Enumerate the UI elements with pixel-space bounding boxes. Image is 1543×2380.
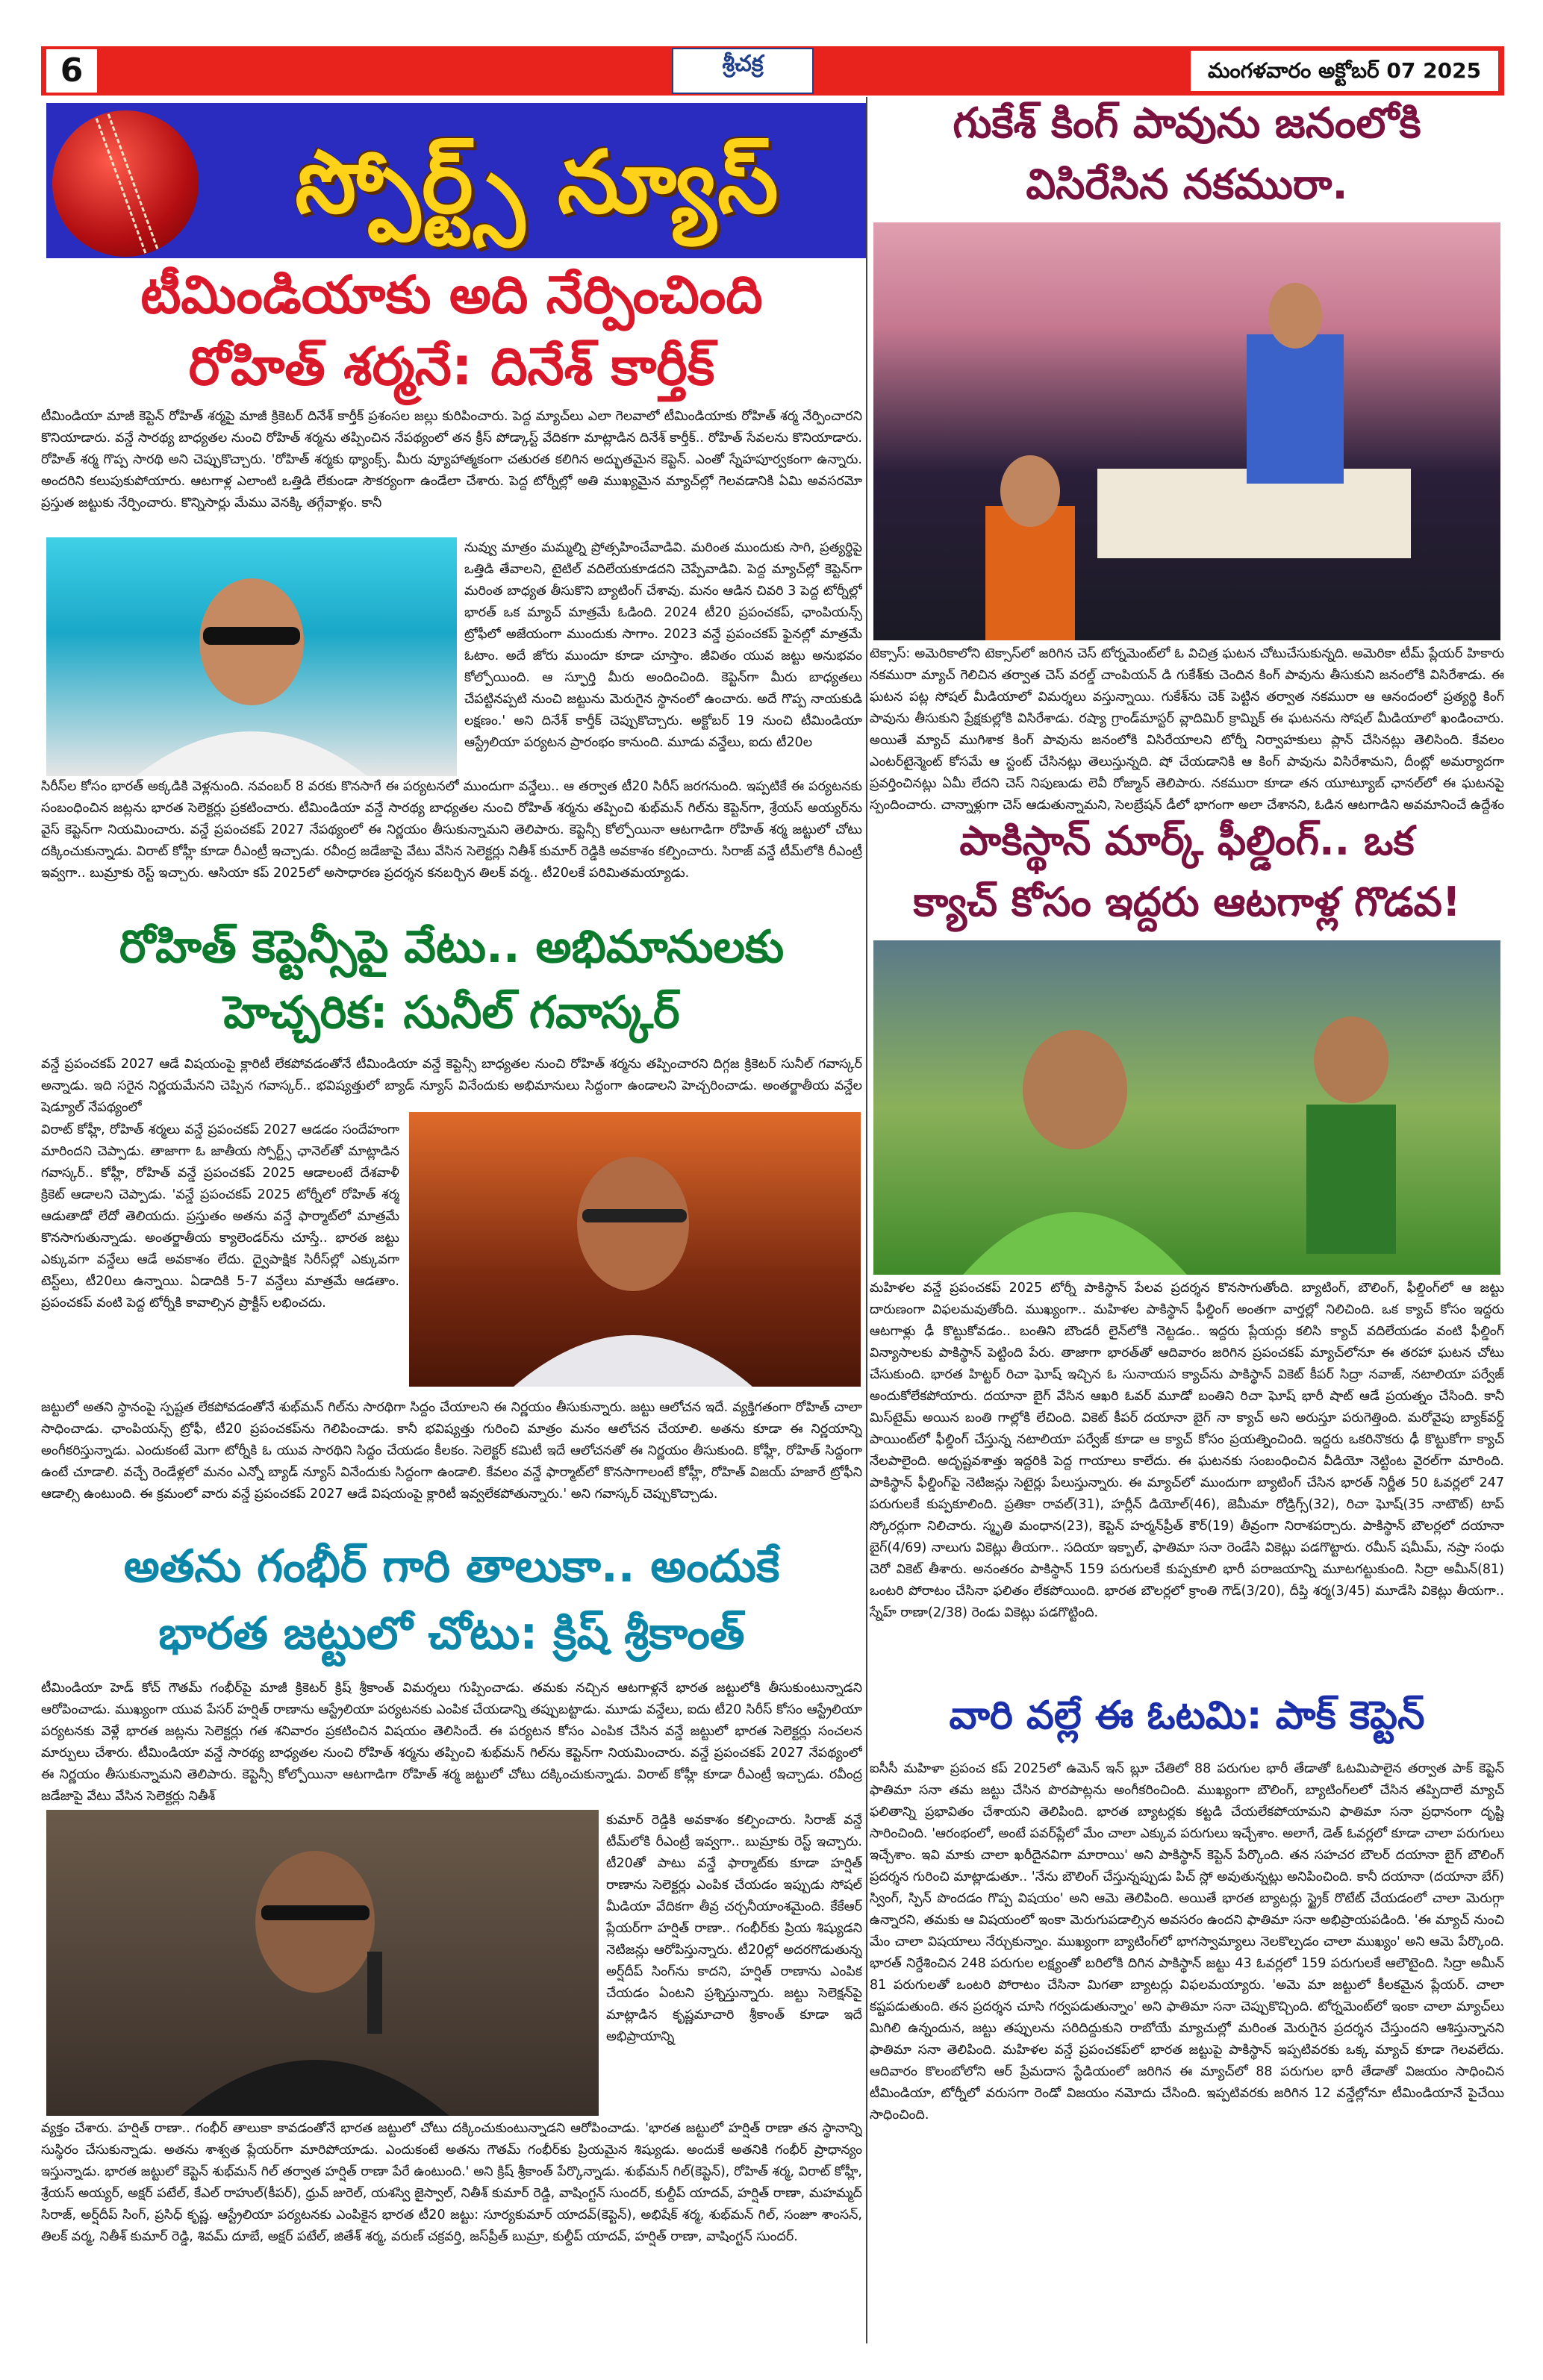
article3-body-top: టీమిండియా హెడ్ కోచ్ గౌతమ్ గంభీర్‌పై మాజీ క్రికెటర్ క్రిష్ శ్రీకాంత్ విమర్శలు గుప్పించాడు. తమకు నచ్చిన ఆటగాళ్లనే భారత జట్టులోకి తీసుకుంటున్నాడని ఆరోపించాడు. ముఖ్యంగా యువ పేసర్ హర్షిత్ రాణాను ఆస్ట్రేలియా పర్యటనకు ఎంపిక చేయడాన్ని తప్పుబట్టాడు. మూడు వన్డేలు, ఐదు టీ20 సిరీస్ కోసం ఆస్ట్రేలియా పర్యటనకు వెళ్లే భారత జట్లను సెలెక్టర్లు గత శనివారం ప్రకటించిన విషయం తెలిసిందే. ఈ పర్యటన కోసం ఎంపిక చేసిన వన్డే జట్టులో భారత సెలెక్టర్లు సంచలన మార్పులు చేశారు. టీమిండియా వన్డే సారథ్య బాధ్యతల నుంచి రోహిత్ శర్మను తప్పించి శుభ్‌మన్ గిల్‌ను కెప్టెన్‌గా నియమించారు. వన్డే ప్రపంచకప్ 2027 నేపథ్యంలో ఈ నిర్ణయం తీసుకున్నామని తెలిపారు. కెప్టెన్సీ కోల్పోయినా ఆటగాడిగా రోహిత్ శర్మ జట్టులో చోటు దక్కించుకున్నాడు. విరాట్ కోహ్లీ కూడా రీఎంట్రీ ఇచ్చాడు. రవీంద్ర జడేజాపై వేటు వేసిన సెలెక్టర్లు నితీశ్ [41, 1681, 862, 1804]
article2-body-bottom: జట్టులో అతని స్థానంపై స్పష్టత లేకపోవడంతోనే శుభ్‌మన్ గిల్‌ను సారథిగా సిద్దం చేయాలని ఈ నిర్ణయం తీసుకున్నారు. జట్టు ఆలోచన ఇదే. వ్యక్తిగతంగా రోహిత్ చాలా సాధించాడు. ఛాంపియన్స్ ట్రోఫీ, టీ20 ప్రపంచకప్‌ను గెలిపించాడు. కానీ భవిష్యత్తు గురించి మాత్రం మనం ఆలోచన చేయాలి. అతను కూడా ఈ నిర్ణయాన్ని అంగీకరిస్తున్నాడు. ఎందుకంటే మెగా టోర్నీకి ఓ యువ సారథిని సిద్దం చేయడం కీలకం. సెలెక్టర్ కమిటీ ఇదే ఆలోచనతో ఈ నిర్ణయం తీసుకుంది. కోహ్లీ, రోహిత్ సిద్దంగా ఉంటే చూడాలి. వచ్చే రెండేళ్లలో మనం ఎన్నో బ్యాడ్ న్యూస్ వినేందుకు సిద్దంగా ఉండాలి. కేవలం వన్డే ఫార్మాట్‌లో కొనసాగాలంటే కోహ్లీ, రోహిత్ విజయ్ హజారే ట్రోఫీని ఆడాల్సి ఉంటుంది. ఈ క్రమంలో వారు వన్డే ప్రపంచకప్ 2027 ఆడే విషయంపై క్లారిటీ ఇవ్వలేకపోతున్నారు.' అని గవాస్కర్ చెప్పుకొచ్చాడు. [41, 1400, 862, 1502]
article1-headline-2: రోహిత్ శర్మనే: దినేశ్ కార్తీక్ [188, 336, 715, 397]
players-icon [873, 940, 1500, 1275]
issue-date: మంగళవారం అక్టోబర్ 07 2025 [1191, 51, 1498, 91]
page-number: 6 [46, 49, 97, 93]
article5-body: మహిళల వన్డే ప్రపంచకప్ 2025 టోర్నీ పాకిస్థాన్ పేలవ ప్రదర్శన కొనసాగుతోంది. బ్యాటింగ్, బౌలింగ్, ఫీల్డింగ్‌లో ఆ జట్టు దారుణంగా విఫలమవుతోంది. ముఖ్యంగా.. మహిళల పాకిస్థాన్ ఫీల్డింగ్ అంతగా వార్తల్లో నిలిచింది. ఒక క్యాచ్ కోసం ఇద్దరు ఆటగాళ్లు ఢీ కొట్టుకోవడం.. బంతిని బౌండరీ లైన్‌లోకి నెట్టడం.. ఇద్దరు ప్లేయర్లు కలిసి క్యాచ్ వదిలేయడం వంటి ఫీల్డింగ్ విన్యాసాలకు పాకిస్థాన్ పెట్టింది పేరు. తాజాగా భారత్‌తో ఆదివారం జరిగిన ప్రపంచకప్ మ్యాచ్‌లోనూ ఈ తరహా ఘటన చోటు చేసుకుంది. భారత హిట్టర్ రిచా ఘోష్ ఇచ్చిన ఓ సునాయస క్యాచ్‌ను పాకిస్థాన్ వికెట్ కీపర్ సిద్రా నవాజ్, నటాలియా పర్వేజ్ అందుకోలేకపోయారు. దయానా బైగ్ వేసిన ఆఖరి ఓవర్ మూడో బంతిని రిచా ఘోష్ భారీ షాట్ ఆడే ప్రయత్నం చేసింది. కానీ మిస్‌టైమ్ అయిన బంతి గాల్లోకి లేచింది. వికెట్ కీపర్ దయానా బైగ్ నా క్యాచ్ అని అరుస్తూ పరుగెత్తింది. మరోవైపు బ్యాక్‌వర్డ్ పాయింట్‌లో ఫీల్డింగ్ చేస్తున్న నటాలియా పర్వేజ్ కూడా ఆ క్యాచ్ కోసం ప్రయత్నించింది. ఇద్దరు ఒకరినొకరు ఢీ కొట్టుకోగా క్యాచ్ నేలపాలైంది. అదృష్టవశాత్తు ఇద్దరికి పెద్ద గాయాలు కాలేదు. ఈ ఘటనకు సంబంధించిన వీడియో నెట్టింట వైరల్‌గా మారింది. పాకిస్థాన్ ఫీల్డింగ్‌పై నెటిజన్లు సెటైర్లు పేలుస్తున్నారు. ఈ మ్యాచ్‌లో ముందుగా బ్యాటింగ్ చేసిన భారత్ నిర్ణీత 50 ఓవర్లలో 247 పరుగులకే కుప్పకూలింది. ప్రతికా రావల్(31), హర్లీన్ డియోల్(46), జెమీమా రోడ్రిగ్స్(32), రిచా ఘోష్(35 నాటౌట్) టాప్ స్కోరర్లుగా నిలిచారు. స్మృతి మంధాన(23), కెప్టెన్ హర్మన్‌ప్రీత్ కౌర్(19) తీవ్రంగా నిరాశపర్చారు. పాకిస్థాన్ బౌలర్లలో దయానా బైగ్(4/69) నాలుగు వికెట్లు తీయగా.. సదియా ఇక్బాల్, ఫాతిమా సనా రెండేసి వికెట్లు పడగొట్టారు. రమీన్ షమీమ్, నష్రా సంధు చెరో వికెట్ తీశారు. అనంతరం పాకిస్థాన్ 159 పరుగులకే కుప్పకూలి భారీ పరాజయాన్ని మూటగట్టుకుంది. సిద్రా అమీన్(81) ఒంటరి పోరాటం చేసినా ఫలితం లేకపోయింది. భారత బౌలర్లలో క్రాంతి గౌడ్(3/20), దీప్తి శర్మ(3/45) మూడేసి వికెట్లు తీయగా.. స్నేహ్ రాణా(2/38) రెండు వికెట్లు పడగొట్టింది. [870, 1281, 1504, 1620]
person-icon [46, 537, 457, 776]
chess-match-photo [873, 222, 1500, 640]
article3-body-bottom: వ్యక్తం చేశారు. హర్షిత్ రాణా.. గంభీర్ తాలుకా కావడంతోనే భారత జట్టులో చోటు దక్కించుకుంటున్నాడని ఆరోపించాడు. 'భారత జట్టులో హర్షిత్ రాణా తన స్థానాన్ని సుస్థిరం చేసుకున్నాడు. అతను శాశ్వత ప్లేయర్‌గా మారిపోయాడు. ఎందుకంటే అతను గౌతమ్ గంభీర్‌కు ప్రియమైన శిష్యుడు. అందుకే అతనికి గంభీర్ ప్రాధాన్యం ఇస్తున్నాడు. భారత జట్టులో కెప్టెన్ శుభ్‌మన్ గిల్ తర్వాత హర్షిత్ రాణా పేరే ఉంటుంది.' అని క్రిష్ శ్రీకాంత్ పేర్కొన్నాడు. శుభ్‌మన్ గిల్(కెప్టెన్), రోహిత్ శర్మ, విరాట్ కోహ్లీ, శ్రేయస్ అయ్యర్, అక్షర్ పటేల్, కేఎల్ రాహుల్(కీపర్), ధ్రువ్ జురెల్, యశస్వి జైస్వాల్, నితీశ్ కుమార్ రెడ్డి, వాషింగ్టన్ సుందర్, కుల్దీప్ యాదవ్, హర్షిత్ రాణా, మహమ్మద్ సిరాజ్, అర్ష్‌దీప్ సింగ్, ప్రసిధ్ కృష్ణ. ఆస్ట్రేలియా పర్యటనకు ఎంపికైన భారత టీ20 జట్టు: సూర్యకుమార్ యాదవ్(కెప్టెన్), అభిషేక్ శర్మ, శుభ్‌మన్ గిల్, సంజూ శాంసన్, తిలక్ వర్మ, నితీశ్ కుమార్ రెడ్డి, శివమ్ దూబే, అక్షర్ పటేల్, జితేశ్ శర్మ, వరుణ్ చక్రవర్తి, జస్‌ప్రీత్ బుమ్రా, కుల్దీప్ యాదవ్, హర్షిత్ రాణా, వాషింగ్టన్ సుందర్. [41, 2121, 862, 2244]
article3-body-side: కుమార్ రెడ్డికి అవకాశం కల్పించారు. సిరాజ్ వన్డే టీమ్‌లోకి రీఎంట్రీ ఇవ్వగా.. బుమ్రాకు రెస్ట్ ఇచ్చారు. టీ20తో పాటు వన్డే ఫార్మాట్‌కు కూడా హర్షిత్ రాణాను సెలెక్టర్లు ఎంపిక చేయడం ఇప్పుడు సోషల్ మీడియా వేదికగా తీవ్ర చర్చనీయాంశమైంది. కేకేఆర్ ప్లేయర్‌గా హర్షిత్ రాణా.. గంభీర్‌కు ప్రియ శిష్యుడని నెటిజన్లు ఆరోపిస్తున్నారు. టీ20ల్లో అదరగొడుతున్న అర్ష్‌దీప్ సింగ్‌ను కాదని, హర్షిత్ రాణాను ఎంపిక చేయడం ఏంటని ప్రశ్నిస్తున్నారు. జట్టు సెలెక్షన్‌పై మాట్లాడిన కృష్ణమాచారి శ్రీకాంత్ కూడా ఇదే అభిప్రాయాన్ని [606, 1813, 862, 2044]
article6-body: ఐసీసీ మహిళా ప్రపంచ కప్ 2025లో ఉమెన్ ఇన్ బ్లూ చేతిలో 88 పరుగుల భారీ తేడాతో ఓటమిపాలైన తర్వాత పాక్ కెప్టెన్ ఫాతిమా సనా తమ జట్టు చేసిన పొరపాట్లను అంగీకరించింది. ముఖ్యంగా బౌలింగ్, బ్యాటింగ్‌లలో చేసిన తప్పిదాలే మ్యాచ్ ఫలితాన్ని ప్రభావితం చేశాయని తెలిపింది. భారత బ్యాటర్లకు కట్టడి చేయలేకపోయామని ఫాతిమా సనా ప్రధానంగా దృష్టి సారించింది. 'ఆరంభంలో, అంటే పవర్‌ప్లేలో మేం చాలా ఎక్కువ పరుగులు ఇచ్చేశాం. అలాగే, డెత్ ఓవర్లలో కూడా చాలా పరుగులు ఇచ్చేశాం. ఇవి మాకు చాలా ఖరీదైనవిగా మారాయి' అని పాకిస్థాన్ కెప్టెన్ పేర్కొంది. తన సహచర బౌలర్ దయానా బైగ్ బౌలింగ్ ప్రదర్శన గురించి మాట్లాడుతూ.. 'నేను బౌలింగ్ చేస్తున్నప్పుడు పిచ్ స్లో అవుతున్నట్లు అనిపించింది. కానీ దయానా (దయానా బేగ్) స్వింగ్, స్పిన్ పొందడం గొప్ప విషయం' అని ఆమె తెలిపింది. అయితే భారత బ్యాటర్లు స్ట్రైక్ రొటేట్ చేయడంలో చాలా మెరుగ్గా ఉన్నారని, తమకు ఆ విషయంలో ఇంకా మెరుగుపడాల్సిన అవసరం ఉందని ఫాతిమా సనా అభిప్రాయపడింది. 'ఈ మ్యాచ్ నుంచి మేం చాలా విషయాలు నేర్చుకున్నాం. ముఖ్యంగా బ్యాటింగ్‌లో భాగస్వామ్యాలు నెలకొల్పడం చాలా ముఖ్యం' అని ఆమె పేర్కొంది. భారత్ నిర్దేశించిన 248 పరుగుల లక్ష్యంతో బరిలోకి దిగిన పాకిస్థాన్ జట్టు 43 ఓవర్లలో 159 పరుగులకే ఆలౌటైంది. సిద్రా అమీన్ 81 పరుగులతో ఒంటరి పోరాటం చేసినా మిగతా బ్యాటర్లు విఫలమయ్యారు. 'అమె మా జట్టులో కీలకమైన ప్లేయర్. చాలా కష్టపడుతుంది. తన ప్రదర్శన చూసి గర్వపడుతున్నాం' అని ఫాతిమా సనా చెప్పుకొచ్చింది. టోర్నమెంట్‌లో ఇంకా చాలా మ్యాచ్‌లు మిగిలి ఉన్నందున, జట్టు తప్పులను సరిదిద్దుకుని రాబోయే మ్యాచుల్లో మరింత మెరుగైన ప్రదర్శన చేస్తుందని ఆశిస్తున్నానని ఫాతిమా సనా తెలిపింది. మహిళల వన్డే ప్రపంచకప్‌లో భారత జట్టుపై పాకిస్థాన్ ఇప్పటివరకు ఒక్క మ్యాచ్ కూడా గెలవలేదు. ఆదివారం కొలంబోలోని ఆర్ ప్రేమదాస స్టేడియంలో జరిగిన ఈ మ్యాచ్‌లో 88 పరుగుల భారీ తేడాతో విజయం సాధించిన టీమిండియా, టోర్నీలో వరుసగా రెండో విజయం నమోదు చేసింది. ఇప్పటివరకు జరిగిన 12 వన్డేల్లోనూ టీమిండియానే పైచేయి సాధించింది. [870, 1761, 1504, 2123]
article4-headline-1: గుకేశ్ కింగ్ పావును జనంలోకి [953, 99, 1421, 148]
article2-headline-1: రోహిత్ కెప్టెన్సీపై వేటు.. అభిమానులకు [119, 921, 785, 973]
article5-headline-1: పాకిస్థాన్ మార్క్ ఫీల్డింగ్.. ఒక [959, 817, 1415, 864]
logo-text: శ్రీచక్ర [722, 51, 764, 77]
banner-title: స్పోర్ట్స్ న్యూస్ [295, 132, 780, 233]
article4-headline-2: విసిరేసిన నకమురా. [1026, 160, 1348, 209]
article6-headline: వారి వల్లే ఈ ఓటమి: పాక్ కెప్టెన్ [949, 1693, 1425, 1738]
person-icon [46, 1810, 599, 2116]
newspaper-logo [672, 48, 814, 94]
article2-headline-2: హెచ్చరిక: సునీల్ గవాస్కర్ [223, 987, 680, 1039]
article1-body-bottom: సిరీస్‌ల కోసం భారత్ అక్కడికి వెళ్లనుంది. నవంబర్ 8 వరకు కొనసాగే ఈ పర్యటనలో ముందుగా వన్డేలు.. ఆ తర్వాత టీ20 సిరీస్ జరగనుంది. ఇప్పటికే ఈ పర్యటనకు సంబంధించిన జట్లను భారత సెలెక్టర్లు ప్రకటించారు. టీమిండియా వన్డే సారథ్య బాధ్యతల నుంచి రోహిత్ శర్మను తప్పించి శుభ్‌మన్ గిల్‌ను కెప్టెన్‌గా, శ్రేయస్ అయ్యర్‌ను వైస్ కెప్టెన్‌గా నియమించారు. వన్డే ప్రపంచకప్ 2027 నేపథ్యంలో ఈ నిర్ణయం తీసుకున్నామని తెలిపారు. కెప్టెన్సీ కోల్పోయినా ఆటగాడిగా రోహిత్ శర్మ జట్టులో చోటు దక్కించుకున్నాడు. విరాట్ కోహ్లీ కూడా రీఎంట్రీ ఇచ్చాడు. రవీంద్ర జడేజాపై వేటు వేసిన సెలెక్టర్లు నితీశ్ కుమార్ రెడ్డికి అవకాశం కల్పించారు. సిరాజ్ వన్డే టీమ్‌లోకి రీఎంట్రీ ఇవ్వగా.. బుమ్రాకు రెస్ట్ ఇచ్చారు. ఆసియా కప్ 2025లో అసాధారణ ప్రదర్శన కనబర్చిన తిలక్ వర్మ.. టీ20లకే పరిమితమయ్యాడు. [41, 779, 862, 881]
article3-headline-2: భారత జట్టులో చోటు: క్రిష్ శ్రీకాంత్ [158, 1608, 745, 1660]
article4-body: టెక్సాస్: అమెరికాలోని టెక్సాస్‌లో జరిగిన చెస్ టోర్నమెంట్‌లో ఓ విచిత్ర ఘటన చోటుచేసుకున్నది. అమెరికా టీమ్ ప్లేయర్ హికారు నకమురా మ్యాచ్ గెలిచిన తర్వాత చెస్ వరల్డ్ చాంపియన్ డి గుకేశ్‌కు చెందిన కింగ్ పావును తీసుకుని జనంలోకి విసిరేశాడు. ఈ ఘటన పట్ల సోషల్ మీడియాలో విమర్శలు వస్తున్నాయి. గుకేశ్‌ను చెక్ పెట్టిన తర్వాత నకమురా ఆ ఆనందంలో ప్రత్యర్థి కింగ్ పావును తీసుకుని ప్రేక్షకుల్లోకి విసిరేశాడు. రష్యా గ్రాండ్‌మాస్టర్ వ్లాదిమిర్ క్రామ్నిక్ ఈ ఘటనను సోషల్ మీడియాలో ఖండించారు. అయితే మ్యాచ్ ముగిశాక కింగ్ పావును జనంలోకి విసిరేయాలని టోర్నీ నిర్వాహకులు ప్లాన్ చేసినట్లు తెలిసింది. కేవలం ఎంటర్‌టైన్మెంట్ కోసమే ఆ స్టంట్ చేసినట్లు తెలుస్తున్నది. షో చేయడానికి ఆ కింగ్ పావును విసిరేశామని, దీంట్లో అమర్యాదగా ప్రవర్తించినట్లు ఏమీ లేదని చెస్ నిపుణుడు లెవీ రోజ్మాన్ తెలిపారు. నకమురా కూడా తన యూట్యూబ్ ఛానల్‌లో ఈ ఘటనపై స్పందించారు. చాన్నాళ్లుగా చెస్ ఆడుతున్నామని, సెలబ్రేషన్ డీలో భాగంగా అలా చేశానని, ఓడిన ఆటగాడిని అవమానించే ఉద్దేశం [870, 646, 1504, 813]
column-divider [866, 97, 867, 2343]
article2-body-top: వన్డే ప్రపంచకప్ 2027 ఆడే విషయంపై క్లారిటీ లేకపోవడంతోనే టీమిండియా వన్డే కెప్టెన్సీ బాధ్యతల నుంచి రోహిత్ శర్మను తప్పించారని దిగ్గజ క్రికెటర్ సునీల్ గవాస్కర్ అన్నాడు. ఇది సరైన నిర్ణయమేనని చెప్పిన గవాస్కర్.. భవిష్యత్తులో బ్యాడ్ న్యూస్ వినేందుకు అభిమానులు సిద్దంగా ఉండాలని హెచ్చరించాడు. అంతర్జాతీయ వన్డేల షెడ్యూల్ నేపథ్యంలో [41, 1057, 862, 1115]
article1-body-top: టీమిండియా మాజీ కెప్టెన్ రోహిత్ శర్మపై మాజీ క్రికెటర్ దినేశ్ కార్తీక్ ప్రశంసల జల్లు కురిపించారు. పెద్ద మ్యాచ్‌లు ఎలా గెలవాలో టీమిండియాకు రోహిత్ శర్మ నేర్పించారని కొనియాడారు. వన్డే సారథ్య బాధ్యతల నుంచి రోహిత్ శర్మను తప్పించిన నేపథ్యంలో తన క్రీస్ పోడ్కాస్ట్ వేదికగా మాట్లాడిన దినేశ్ కార్తీక్.. రోహిత్ సేవలను కొనియాడారు. రోహిత్ శర్మ గొప్ప సారథి అని చెప్పుకొచ్చారు. 'రోహిత్ శర్మకు థ్యాంక్స్. మీరు వ్యూహాత్మకంగా చతురత కలిగిన అద్భుతమైన కెప్టెన్. ఎంతో స్నేహపూర్వకంగా ఉన్నారు. అందరిని కలుపుకుపోయారు. ఆటగాళ్ల ఎలాంటి ఒత్తిడి లేకుండా సౌకర్యంగా ఉండేలా చేశారు. పెద్ద టోర్నీల్లో అతి ముఖ్యమైన మ్యాచ్‌ల్లో గెలవడానికి ఏమి అవసరమో ప్రస్తుత జట్టుకు నేర్పించారు. కొన్నిసార్లు మేము వెనక్కి తగ్గేవాళ్లం. కానీ [41, 409, 862, 510]
dinesh-karthik-photo [46, 537, 457, 776]
krish-srikanth-photo [46, 1810, 599, 2116]
chess-board-icon [873, 222, 1500, 640]
pakistan-players-photo [873, 940, 1500, 1275]
article1-body-side: నువ్వు మాత్రం మమ్మల్ని ప్రోత్సహించేవాడివి. మరింత ముందుకు సాగి, ప్రత్యర్థిపై ఒత్తిడి తేవాలని, టైటిల్ వదిలేయకూడదని చెప్పేవాడివి. పెద్ద మ్యాచ్‌ల్లో కెప్టెన్‌గా మరింత బాధ్యత తీసుకొని బ్యాటింగ్ చేశావు. మనం ఆడిన చివరి 3 పెద్ద టోర్నీల్లో భారత్ ఒక మ్యాచ్ మాత్రమే ఓడింది. 2024 టీ20 ప్రపంచకప్, ఛాంపియన్స్ ట్రోఫీలో అజేయంగా ముందుకు సాగాం. 2023 వన్డే ప్రపంచకప్ ఫైనల్లో మాత్రమే ఓటాం. అదే జోరు ముందూ కూడా చూస్తాం. జీవితం యువ జట్టు అనుభవం కోల్పోయింది. ఆ స్ఫూర్తి మీరు అందించింది. కెప్టెన్‌గా మీరు బాధ్యతలు చేపట్టినప్పటి నుంచి జట్టును మెరుగైన స్థానంలో ఉంచారు. అదే గొప్ప నాయకుడి లక్షణం.' అని దినేశ్ కార్తీక్ చెప్పుకొచ్చారు. అక్టోబర్ 19 నుంచి టీమిండియా ఆస్ట్రేలియా పర్యటన ప్రారంభం కానుంది. మూడు వన్డేలు, ఐదు టీ20ల [464, 540, 862, 750]
article2-body-side: విరాట్ కోహ్లీ, రోహిత్ శర్మలు వన్డే ప్రపంచకప్ 2027 ఆడడం సందేహంగా మారిందని చెప్పాడు. తాజాగా ఓ జాతీయ స్పోర్ట్స్ ఛానెల్‌తో మాట్లాడిన గవాస్కర్.. కోహ్లీ, రోహిత్ వన్డే ప్రపంచకప్ 2025 ఆడాలంటే దేశవాళీ క్రికెట్ ఆడాలని చెప్పాడు. 'వన్డే ప్రపంచకప్ 2025 టోర్నీలో రోహిత్ శర్మ ఆడుతాడో లేదో తెలియదు. ప్రస్తుతం అతను వన్డే ఫార్మాట్‌లో మాత్రమే కొనసాగుతున్నాడు. అంతర్జాతీయ క్యాలెండర్‌ను చూస్తే.. భారత జట్టు ఎక్కువగా వన్డేలు ఆడే అవకాశం లేదు. ద్వైపాక్షిక సిరీస్‌ల్లో ఎక్కువగా టెస్ట్‌లు, టీ20లు ఉన్నాయి. ఏడాదికి 5-7 వన్డేలు మాత్రమే ఆడతాం. ప్రపంచకప్ వంటి పెద్ద టోర్నీకి కావాల్సిన ప్రాక్టీస్ లభించదు. [41, 1122, 399, 1311]
sunil-gavaskar-photo [409, 1112, 861, 1387]
article3-headline-1: అతను గంభీర్ గారి తాలుకా.. అందుకే [123, 1540, 780, 1593]
article5-headline-2: క్యాచ్ కోసం ఇద్దరు ఆటగాళ్ల గొడవ! [913, 878, 1461, 925]
person-icon [409, 1112, 861, 1387]
article1-headline-1: టీమిండియాకు అది నేర్పించింది [140, 264, 763, 325]
